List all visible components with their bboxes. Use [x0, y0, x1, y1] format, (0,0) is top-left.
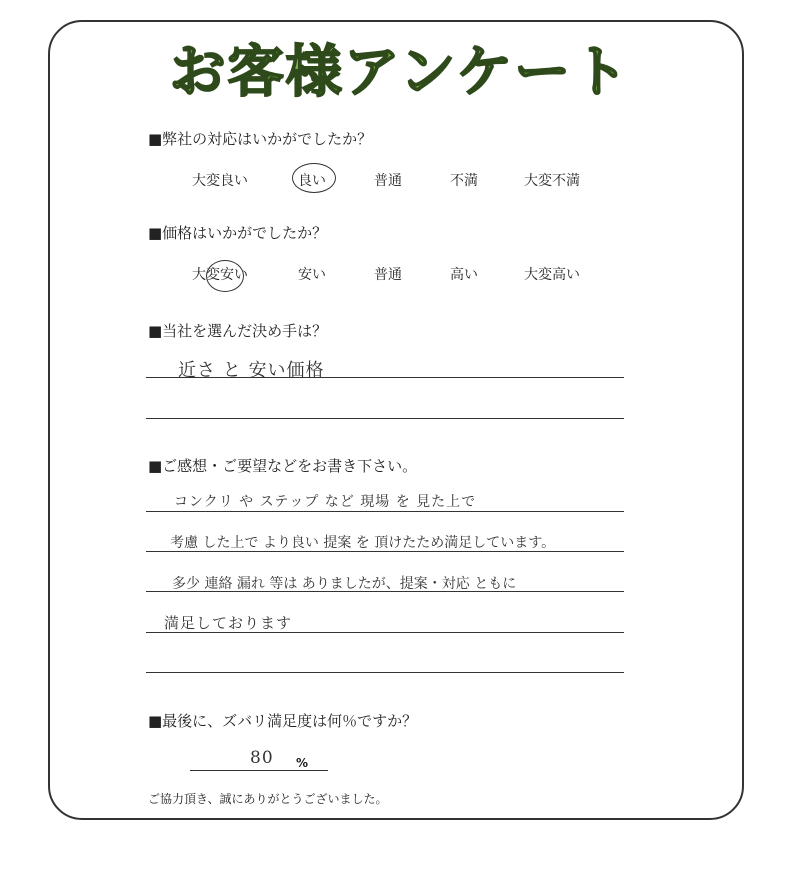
selected-circle-price — [206, 260, 244, 292]
comment-line-4: 満足しております — [164, 614, 293, 632]
comment-line-rule-2 — [146, 551, 624, 552]
option-service-4[interactable]: 不満 — [450, 173, 478, 189]
reason-answer-line-1: 近さ と 安い価格 — [178, 360, 325, 381]
option-service-5[interactable]: 大変不満 — [524, 173, 580, 189]
comment-line-1: コンクリ や ステップ など 現場 を 見た上で — [174, 494, 477, 510]
question-service: ■弊社の対応はいかがでしたか？ — [148, 130, 373, 148]
comment-line-rule-3 — [146, 591, 624, 592]
question-reason: ■当社を選んだ決め手は？ — [148, 322, 328, 340]
option-price-4[interactable]: 高い — [450, 267, 478, 283]
question-comments: ■ご感想・ご要望などをお書き下さい。 — [148, 457, 418, 475]
satisfaction-value: 80 — [250, 748, 274, 768]
satisfaction-line — [190, 770, 328, 771]
option-price-5[interactable]: 大変高い — [524, 267, 580, 283]
comment-line-rule-1 — [146, 511, 624, 512]
comment-line-2: 考慮 した上で より良い 提案 を 頂けたため満足しています。 — [170, 535, 556, 551]
thank-you-note: ご協力頂き、誠にありがとうございました。 — [148, 792, 388, 806]
selected-circle-service — [292, 163, 336, 193]
satisfaction-unit: % — [296, 756, 309, 770]
option-service-1[interactable]: 大変良い — [192, 173, 248, 189]
option-price-3[interactable]: 普通 — [374, 267, 402, 283]
option-service-3[interactable]: 普通 — [374, 173, 402, 189]
option-price-2[interactable]: 安い — [298, 267, 326, 283]
comment-line-rule-4 — [146, 632, 624, 633]
comment-line-rule-5 — [146, 672, 624, 673]
comment-line-3: 多少 連絡 漏れ 等は ありましたが、提案・対応 ともに — [172, 576, 517, 592]
option-service-2[interactable]: 良い — [298, 173, 326, 189]
option-price-1[interactable]: 大変安い — [192, 267, 248, 283]
survey-title: お客様アンケート — [169, 40, 631, 105]
question-satisfaction: ■最後に、ズバリ満足度は何％ですか？ — [148, 712, 418, 730]
reason-line-2 — [146, 418, 624, 419]
reason-line-1 — [146, 377, 624, 378]
question-price: ■価格はいかがでしたか？ — [148, 224, 328, 242]
